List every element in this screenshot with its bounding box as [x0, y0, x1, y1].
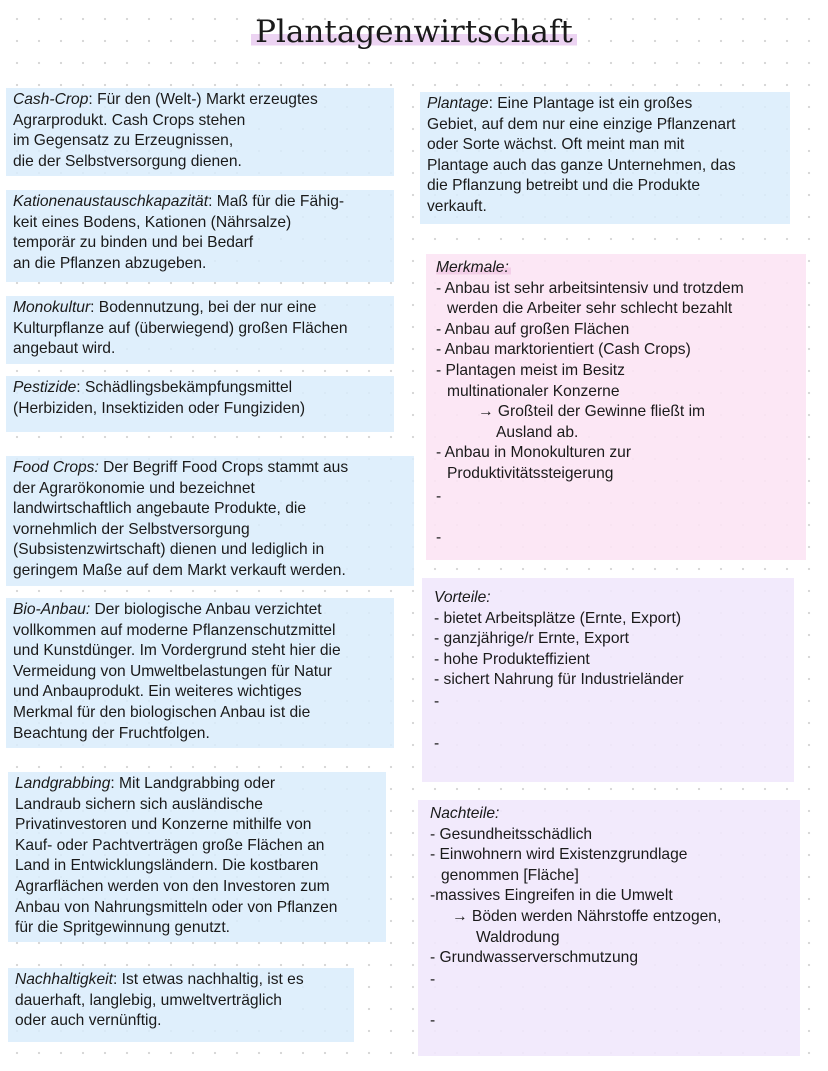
list-item: - — [430, 1012, 436, 1030]
vorteile-list — [422, 578, 794, 782]
list-item: - Anbau in Monokulturen zur — [436, 444, 632, 462]
definition-nachhaltigkeit: Nachhaltigkeit: Ist etwas nachhaltig, ist es dauerhaft, langlebig, umweltverträglich oder auch vernünftig. — [8, 968, 354, 1042]
term: Pestizide — [13, 379, 77, 396]
list-item: - bietet Arbeitsplätze (Ernte, Export) — [434, 609, 682, 627]
merkmale-list — [426, 254, 806, 560]
nachteile-list — [418, 800, 800, 1056]
list-item: - — [434, 734, 440, 752]
list-item: - hohe Produkteffizient — [434, 650, 590, 668]
definition-plantage: Plantage: Eine Plantage ist ein großes Gebiet, auf dem nur eine einzige Pflanzenart oder Sorte wächst. Oft meint man mit Plantage auch das ganze Unternehmen, das die Pflanzung betreibt und die Produkte verkauft. — [420, 92, 790, 224]
list-item: - Anbau ist sehr arbeitsintensiv und trotzdem — [436, 279, 744, 297]
list-item: - Einwohnern wird Existenzgrundlage — [430, 846, 688, 864]
list-item: - ganzjährige/r Ernte, Export — [434, 630, 630, 648]
term: Cash-Crop — [13, 91, 89, 108]
list-item: Ausland ab. — [496, 423, 579, 441]
list-item: - — [430, 970, 436, 988]
list-item: -massives Eingreifen in die Umwelt — [430, 887, 673, 905]
term: Bio-Anbau: — [13, 601, 91, 618]
definition-pestizide: Pestizide: Schädlingsbekämpfungsmittel (Herbiziden, Insektiziden oder Fungiziden) — [6, 376, 394, 432]
list-item: - Grundwasserverschmutzung — [430, 949, 638, 967]
nachteile-heading: Nachteile: — [430, 805, 500, 822]
term: Landgrabbing — [15, 775, 111, 792]
list-item: → Großteil der Gewinne fließt im — [478, 403, 706, 421]
list-item: Waldrodung — [476, 928, 560, 946]
list-item: Produktivitätssteigerung — [447, 464, 614, 482]
page-title: Plantagenwirtschaft — [0, 14, 828, 50]
list-item: - Anbau auf großen Flächen — [436, 320, 630, 338]
list-item: → Böden werden Nährstoffe entzogen, — [452, 907, 722, 925]
vorteile-heading: Vorteile: — [434, 589, 491, 606]
definition-bio-anbau: Bio-Anbau: Der biologische Anbau verzichtet vollkommen auf moderne Pflanzenschutzmittel und Kunstdünger. Im Vordergrund steht hier die Vermeidung von Umweltbelastungen für Natur und Anbauprodukt. Ein weiteres wichtiges Merkmal für den biologischen Anbau ist die Beachtung der Fruchtfolgen. — [6, 598, 394, 748]
definition-monokultur: Monokultur: Bodennutzung, bei der nur eine Kulturpflanze auf (überwiegend) großen Flächen angebaut wird. — [6, 296, 394, 364]
list-item: werden die Arbeiter sehr schlecht bezahlt — [447, 300, 733, 318]
definition-cash-crop: Cash-Crop: Für den (Welt-) Markt erzeugtes Agrarprodukt. Cash Crops stehen im Gegensatz zu Erzeugnissen, die der Selbstversorgung dienen. — [6, 88, 394, 176]
list-item: - — [434, 692, 440, 710]
merkmale-heading: Merkmale: — [436, 259, 509, 276]
term: Plantage — [427, 95, 489, 112]
term: Nachhaltigkeit — [15, 971, 113, 988]
list-item: multinationaler Konzerne — [447, 382, 620, 400]
list-item: genommen [Fläche] — [441, 866, 579, 884]
list-item: - Anbau marktorientiert (Cash Crops) — [436, 341, 691, 359]
definition-food-crops: Food Crops: Der Begriff Food Crops stammt aus der Agrarökonomie und bezeichnet landwirtschaftlich angebaute Produkte, die vornehmlich der Selbstversorgung (Subsistenzwirtschaft) dienen und lediglich in geringem Maße auf dem Markt verkauft werden. — [6, 456, 414, 586]
list-item: - — [436, 487, 442, 505]
definition-kationenaustauschkapazitaet: Kationenaustauschkapazität: Maß für die Fähig- keit eines Bodens, Kationen (Nährsalze) temporär zu binden und bei Bedarf an die Pflanzen abzugeben. — [6, 190, 394, 282]
term: Food Crops: — [13, 459, 99, 476]
list-item: - Plantagen meist im Besitz — [436, 361, 625, 379]
list-item: - sichert Nahrung für Industrieländer — [434, 671, 684, 689]
term: Monokultur — [13, 299, 91, 316]
term: Kationenaustauschkapazität — [13, 193, 209, 210]
list-item: - Gesundheitsschädlich — [430, 825, 593, 843]
list-item: - — [436, 529, 442, 547]
definition-landgrabbing: Landgrabbing: Mit Landgrabbing oder Landraub sichern sich ausländische Privatinvestoren und Konzerne mithilfe von Kauf- oder Pachtverträgen große Flächen an Land in Entwicklungsländern. Die kostbaren Agrarflächen werden von den Investoren zum Anbau von Nahrungsmitteln oder von Pflanzen für die Spritgewinnung genutzt. — [8, 772, 386, 942]
